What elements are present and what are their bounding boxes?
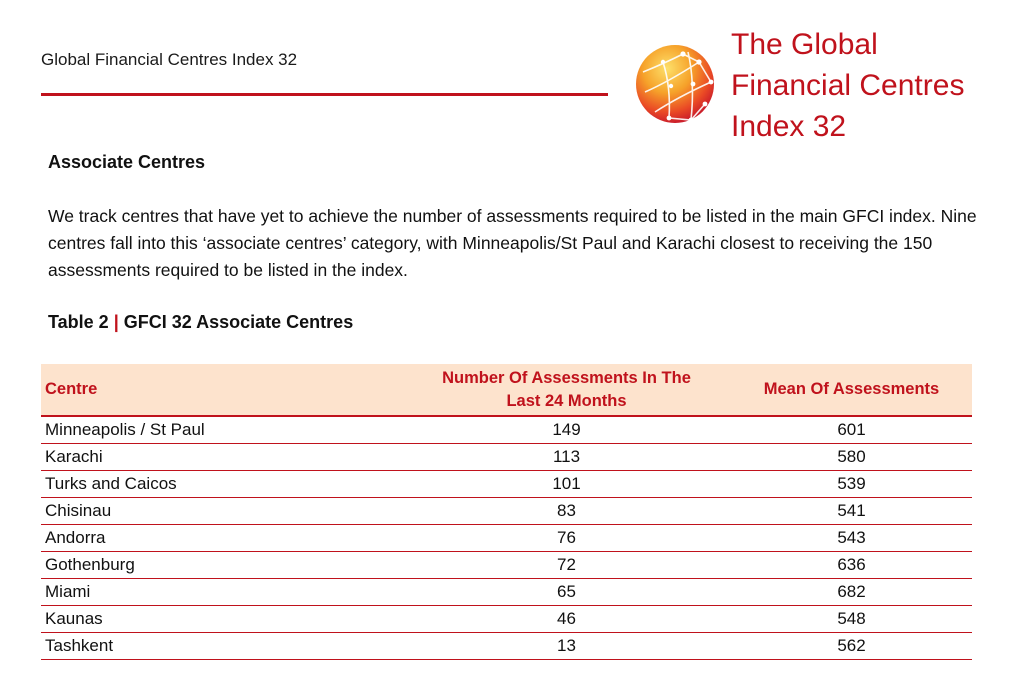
table-row: [41, 525, 972, 552]
cell-centre: Tashkent: [41, 633, 402, 660]
table-caption-title: GFCI 32 Associate Centres: [123, 312, 354, 332]
table-row: [41, 633, 972, 660]
cell-centre: Andorra: [41, 525, 402, 552]
header-divider: [41, 93, 608, 96]
column-header-assessments-line2: Last 24 Months: [506, 391, 627, 410]
cell-mean: 580: [731, 444, 972, 471]
cell-centre: Chisinau: [41, 498, 402, 525]
table-caption-separator: |: [113, 312, 119, 332]
column-header-centre: Centre: [41, 364, 402, 416]
brand-wordmark: [731, 24, 1011, 147]
column-header-assessments: [402, 364, 731, 416]
cell-centre: Karachi: [41, 444, 402, 471]
column-header-assessments-line1: Number Of Assessments In The: [442, 368, 691, 387]
table-row: [41, 498, 972, 525]
cell-assessments: 46: [402, 606, 731, 633]
cell-mean: 543: [731, 525, 972, 552]
gfci-globe-logo-icon: [633, 42, 717, 126]
cell-assessments: 13: [402, 633, 731, 660]
column-header-mean: Mean Of Assessments: [731, 364, 972, 416]
cell-assessments: 65: [402, 579, 731, 606]
cell-centre: Minneapolis / St Paul: [41, 416, 402, 444]
section-heading: Associate Centres: [48, 152, 206, 172]
table-row: [41, 444, 972, 471]
table-header-row: [41, 364, 972, 416]
cell-assessments: 83: [402, 498, 731, 525]
cell-assessments: 101: [402, 471, 731, 498]
table-row: [41, 552, 972, 579]
cell-mean: 562: [731, 633, 972, 660]
cell-assessments: 76: [402, 525, 731, 552]
table-row: [41, 606, 972, 633]
brand-line-2: Financial Centres: [731, 69, 965, 102]
brand-line-3: Index 32: [731, 110, 847, 143]
cell-assessments: 72: [402, 552, 731, 579]
associate-centres-table: [41, 364, 972, 660]
cell-centre: Gothenburg: [41, 552, 402, 579]
cell-mean: 541: [731, 498, 972, 525]
table-row: [41, 471, 972, 498]
cell-assessments: 113: [402, 444, 731, 471]
table-caption: [48, 312, 353, 333]
cell-assessments: 149: [402, 416, 731, 444]
cell-mean: 548: [731, 606, 972, 633]
cell-mean: 601: [731, 416, 972, 444]
brand-line-1: The Global: [731, 28, 878, 61]
cell-mean: 539: [731, 471, 972, 498]
cell-mean: 682: [731, 579, 972, 606]
table-caption-prefix: Table 2: [48, 312, 109, 332]
cell-centre: Kaunas: [41, 606, 402, 633]
document-header-title: Global Financial Centres Index 32: [41, 50, 298, 69]
cell-centre: Miami: [41, 579, 402, 606]
table-row: [41, 416, 972, 444]
cell-mean: 636: [731, 552, 972, 579]
intro-paragraph: We track centres that have yet to achieve the number of assessments required to be listed in the main GFCI index. Nine centres fall into this ‘associate centres’ category, with Minneapolis/St Paul and Karachi closest to receiving the 150 assessments required to be listed in the index.: [48, 206, 977, 280]
cell-centre: Turks and Caicos: [41, 471, 402, 498]
table-row: [41, 579, 972, 606]
